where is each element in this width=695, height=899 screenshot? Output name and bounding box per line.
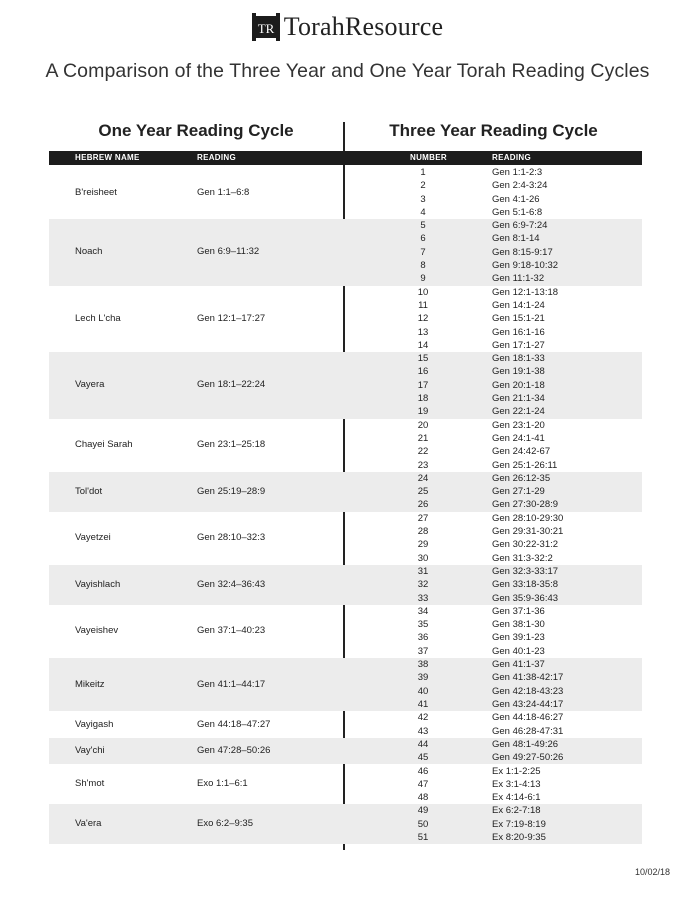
cycle-reading: Gen 15:1-21 bbox=[492, 313, 545, 325]
portion-group bbox=[49, 286, 642, 353]
cycle-row bbox=[49, 619, 642, 632]
portion-reading: Gen 18:1–22:24 bbox=[197, 379, 266, 391]
portion-name: Noach bbox=[75, 246, 103, 258]
cycle-number: 34 bbox=[417, 605, 429, 617]
cycle-reading: Gen 9:18-10:32 bbox=[492, 260, 559, 272]
cycle-row bbox=[49, 566, 642, 579]
cycle-number: 31 bbox=[417, 566, 429, 577]
cycle-number: 30 bbox=[417, 552, 429, 564]
cycle-reading: Gen 31:3-32:2 bbox=[492, 552, 553, 564]
portion-reading: Gen 23:1–25:18 bbox=[197, 439, 266, 451]
cycle-reading: Ex 8:20-9:35 bbox=[492, 831, 546, 843]
cycle-reading: Ex 1:1-2:25 bbox=[492, 765, 541, 777]
cycle-number: 21 bbox=[417, 432, 429, 444]
cycle-reading: Gen 8:15-9:17 bbox=[492, 246, 553, 258]
portion-reading: Gen 28:10–32:3 bbox=[197, 532, 266, 544]
cycle-row bbox=[49, 646, 642, 659]
cycle-number: 40 bbox=[417, 685, 429, 697]
cycle-number: 51 bbox=[417, 831, 429, 843]
cycle-row bbox=[49, 220, 642, 233]
cycle-row bbox=[49, 553, 642, 566]
cycle-reading: Gen 41:38-42:17 bbox=[492, 672, 564, 684]
cycle-number: 20 bbox=[417, 419, 429, 431]
cycle-reading: Gen 16:1-16 bbox=[492, 326, 545, 338]
cycle-row bbox=[49, 353, 642, 366]
cycle-reading: Gen 27:30-28:9 bbox=[492, 499, 559, 511]
portion-reading: Gen 25:19–28:9 bbox=[197, 485, 266, 497]
cycle-number: 6 bbox=[420, 233, 426, 245]
cycle-number: 23 bbox=[417, 459, 429, 471]
cycle-row bbox=[49, 712, 642, 725]
cycle-reading: Gen 30:22-31:2 bbox=[492, 539, 559, 551]
portion-reading: Gen 1:1–6:8 bbox=[197, 186, 250, 198]
cycle-number: 50 bbox=[417, 818, 429, 830]
portion-group bbox=[49, 711, 642, 738]
cycle-row bbox=[49, 247, 642, 260]
portion-name: Vay'chi bbox=[75, 745, 105, 757]
cycle-number: 19 bbox=[417, 406, 429, 418]
cycle-number: 44 bbox=[417, 738, 429, 750]
cycle-row bbox=[49, 739, 642, 752]
one-year-heading: One Year Reading Cycle bbox=[98, 121, 294, 140]
cycle-number: 14 bbox=[417, 339, 429, 351]
cycle-row bbox=[49, 207, 642, 220]
cycle-reading: Gen 24:42-67 bbox=[492, 446, 551, 458]
portion-name: Sh'mot bbox=[75, 778, 105, 790]
portion-name: Tol'dot bbox=[75, 485, 103, 497]
portion-group bbox=[49, 738, 642, 765]
portion-reading: Gen 41:1–44:17 bbox=[197, 678, 266, 690]
cycle-row bbox=[49, 313, 642, 326]
cycle-number: 15 bbox=[417, 353, 429, 365]
cycle-row bbox=[49, 340, 642, 353]
cycle-row bbox=[49, 726, 642, 739]
portion-group bbox=[49, 419, 642, 472]
cycle-number: 38 bbox=[417, 659, 429, 671]
portion-reading: Gen 32:4–36:43 bbox=[197, 578, 266, 590]
document-date: 10/02/18 bbox=[634, 867, 670, 877]
table-header bbox=[49, 151, 642, 165]
cycle-row bbox=[49, 287, 642, 300]
cycle-number: 41 bbox=[417, 698, 429, 710]
col-number: NUMBER bbox=[410, 153, 447, 162]
cycle-row bbox=[49, 659, 642, 672]
cycle-reading: Gen 1:1-2:3 bbox=[492, 167, 543, 178]
cycle-row bbox=[49, 832, 642, 845]
cycle-row bbox=[49, 366, 642, 379]
brand-name: TorahResource bbox=[283, 12, 444, 41]
cycle-number: 43 bbox=[417, 725, 429, 737]
cycle-number: 10 bbox=[417, 286, 429, 298]
cycle-number: 49 bbox=[417, 805, 429, 817]
portion-reading: Exo 1:1–6:1 bbox=[197, 778, 248, 790]
cycle-reading: Gen 12:1-13:18 bbox=[492, 286, 559, 298]
portion-name: Vayigash bbox=[75, 718, 114, 730]
portion-name: Vayishlach bbox=[75, 578, 121, 590]
portion-name: B'reisheet bbox=[75, 186, 117, 198]
cycle-number: 12 bbox=[417, 313, 429, 325]
cycle-row bbox=[49, 699, 642, 712]
cycle-row bbox=[49, 792, 642, 805]
cycle-number: 48 bbox=[417, 792, 429, 804]
portion-name: Lech L'cha bbox=[75, 312, 121, 324]
cycle-row bbox=[49, 752, 642, 765]
cycle-row bbox=[49, 233, 642, 246]
brand-logo bbox=[0, 12, 695, 42]
col-one-year-reading: READING bbox=[197, 153, 236, 162]
cycle-number: 29 bbox=[417, 539, 429, 551]
cycle-number: 36 bbox=[417, 632, 429, 644]
cycle-row bbox=[49, 539, 642, 552]
cycle-reading: Gen 44:18-46:27 bbox=[492, 712, 564, 724]
cycle-reading: Gen 2:4-3:24 bbox=[492, 180, 548, 192]
portion-group bbox=[49, 765, 642, 805]
cycle-row bbox=[49, 260, 642, 273]
cycle-reading: Gen 46:28-47:31 bbox=[492, 725, 564, 737]
cycle-number: 1 bbox=[420, 167, 426, 178]
portion-group bbox=[49, 166, 642, 219]
portion-reading: Gen 37:1–40:23 bbox=[197, 625, 266, 637]
cycle-row bbox=[49, 273, 642, 286]
cycle-row bbox=[49, 460, 642, 473]
cycle-row bbox=[49, 632, 642, 645]
cycle-row bbox=[49, 606, 642, 619]
portion-group bbox=[49, 804, 642, 844]
col-three-year-reading: READING bbox=[492, 153, 531, 162]
cycle-row bbox=[49, 593, 642, 606]
page-title: A Comparison of the Three Year and One Year Torah Reading Cycles bbox=[45, 60, 650, 82]
cycle-reading: Gen 29:31-30:21 bbox=[492, 526, 564, 538]
portion-reading: Gen 6:9–11:32 bbox=[197, 246, 260, 258]
cycle-number: 24 bbox=[417, 472, 429, 484]
portion-reading: Gen 12:1–17:27 bbox=[197, 312, 266, 324]
cycle-number: 16 bbox=[417, 366, 429, 378]
cycle-reading: Gen 22:1-24 bbox=[492, 406, 545, 418]
cycle-reading: Gen 17:1-27 bbox=[492, 339, 545, 351]
cycle-reading: Ex 7:19-8:19 bbox=[492, 818, 546, 830]
cycle-number: 11 bbox=[418, 299, 428, 311]
portion-name: Vayeishev bbox=[75, 625, 119, 637]
portion-name: Chayei Sarah bbox=[75, 439, 133, 451]
cycle-reading: Gen 28:10-29:30 bbox=[492, 512, 564, 524]
cycle-row bbox=[49, 194, 642, 207]
cycle-number: 42 bbox=[417, 712, 429, 724]
cycle-reading: Gen 20:1-18 bbox=[492, 379, 545, 391]
cycle-number: 13 bbox=[417, 326, 429, 338]
cycle-number: 22 bbox=[417, 446, 429, 458]
cycle-number: 26 bbox=[417, 499, 429, 511]
cycle-reading: Gen 27:1-29 bbox=[492, 486, 545, 498]
cycle-row bbox=[49, 513, 642, 526]
cycle-row bbox=[49, 473, 642, 486]
cycle-number: 8 bbox=[420, 260, 426, 272]
portion-name: Vayera bbox=[75, 379, 105, 391]
cycle-row bbox=[49, 393, 642, 406]
cycle-row bbox=[49, 686, 642, 699]
portion-group bbox=[49, 658, 642, 711]
portion-name: Va'era bbox=[75, 818, 102, 830]
cycle-reading: Ex 3:1-4:13 bbox=[492, 778, 541, 790]
cycle-row bbox=[49, 327, 642, 340]
cycle-number: 17 bbox=[417, 379, 429, 391]
cycle-reading: Gen 14:1-24 bbox=[492, 299, 545, 311]
cycle-number: 46 bbox=[417, 765, 429, 777]
cycle-reading: Gen 18:1-33 bbox=[492, 353, 545, 365]
cycle-reading: Gen 41:1-37 bbox=[492, 659, 545, 671]
cycle-reading: Gen 26:12-35 bbox=[492, 472, 551, 484]
cycle-reading: Gen 8:1-14 bbox=[492, 233, 540, 245]
portion-group bbox=[49, 472, 642, 512]
cycle-number: 9 bbox=[420, 273, 426, 285]
cycle-reading: Gen 38:1-30 bbox=[492, 619, 545, 631]
cycle-number: 32 bbox=[417, 579, 429, 591]
cycle-number: 47 bbox=[417, 778, 429, 790]
cycle-number: 45 bbox=[417, 752, 429, 764]
cycle-reading: Gen 48:1-49:26 bbox=[492, 738, 559, 750]
cycle-row bbox=[49, 406, 642, 419]
cycle-number: 5 bbox=[420, 220, 426, 232]
three-year-heading: Three Year Reading Cycle bbox=[389, 121, 598, 140]
cycle-row bbox=[49, 446, 642, 459]
portion-group bbox=[49, 512, 642, 565]
cycle-reading: Gen 11:1-32 bbox=[492, 273, 545, 285]
cycle-reading: Gen 43:24-44:17 bbox=[492, 698, 564, 710]
cycle-reading: Gen 23:1-20 bbox=[492, 419, 545, 431]
cycle-reading: Ex 4:14-6:1 bbox=[492, 792, 541, 804]
portion-group bbox=[49, 352, 642, 419]
cycle-reading: Gen 33:18-35:8 bbox=[492, 579, 559, 591]
portion-group bbox=[49, 605, 642, 658]
cycle-number: 2 bbox=[420, 180, 426, 192]
cycle-row bbox=[49, 805, 642, 818]
cycle-number: 4 bbox=[420, 206, 426, 218]
col-hebrew-name: HEBREW NAME bbox=[75, 153, 140, 162]
portion-reading: Exo 6:2–9:35 bbox=[197, 818, 253, 830]
cycle-reading: Ex 6:2-7:18 bbox=[492, 805, 541, 817]
cycle-number: 27 bbox=[417, 512, 429, 524]
cycle-reading: Gen 6:9-7:24 bbox=[492, 220, 548, 232]
cycle-row bbox=[49, 433, 642, 446]
cycle-reading: Gen 37:1-36 bbox=[492, 605, 545, 617]
cycle-row bbox=[49, 819, 642, 832]
cycle-reading: Gen 25:1-26:11 bbox=[492, 459, 558, 471]
cycle-reading: Gen 5:1-6:8 bbox=[492, 206, 543, 218]
cycle-reading: Gen 24:1-41 bbox=[492, 432, 545, 444]
cycle-row bbox=[49, 486, 642, 499]
cycle-reading: Gen 42:18-43:23 bbox=[492, 685, 564, 697]
portion-group bbox=[49, 219, 642, 286]
cycle-row bbox=[49, 766, 642, 779]
portion-reading: Gen 44:18–47:27 bbox=[197, 718, 271, 730]
cycle-reading: Gen 39:1-23 bbox=[492, 632, 545, 644]
cycle-row bbox=[49, 499, 642, 512]
cycle-number: 3 bbox=[420, 193, 426, 205]
cycle-reading: Gen 49:27-50:26 bbox=[492, 752, 564, 764]
cycle-row bbox=[49, 526, 642, 539]
cycle-row bbox=[49, 380, 642, 393]
cycle-number: 35 bbox=[417, 619, 429, 631]
cycle-reading: Gen 21:1-34 bbox=[492, 393, 545, 405]
logo-letters: TR bbox=[257, 21, 274, 36]
cycle-row bbox=[49, 779, 642, 792]
portion-reading: Gen 47:28–50:26 bbox=[197, 745, 271, 757]
cycle-reading: Gen 19:1-38 bbox=[492, 366, 545, 378]
cycle-number: 37 bbox=[417, 645, 429, 657]
cycle-number: 33 bbox=[417, 592, 429, 604]
cycle-row bbox=[49, 420, 642, 433]
cycle-number: 28 bbox=[417, 526, 429, 538]
cycle-reading: Gen 32:3-33:17 bbox=[492, 566, 559, 577]
cycle-reading: Gen 35:9-36:43 bbox=[492, 592, 559, 604]
cycle-row bbox=[49, 180, 642, 193]
cycle-number: 39 bbox=[417, 672, 429, 684]
cycle-number: 25 bbox=[417, 486, 429, 498]
cycle-row bbox=[49, 167, 642, 180]
portion-name: Mikeitz bbox=[75, 678, 105, 690]
cycle-number: 18 bbox=[417, 393, 429, 405]
cycle-row bbox=[49, 579, 642, 592]
cycle-reading: Gen 40:1-23 bbox=[492, 645, 545, 657]
cycle-reading: Gen 4:1-26 bbox=[492, 193, 540, 205]
cycle-row bbox=[49, 300, 642, 313]
torah-scroll-icon bbox=[252, 12, 280, 42]
cycle-row bbox=[49, 672, 642, 685]
portion-name: Vayetzei bbox=[75, 532, 111, 544]
cycle-number: 7 bbox=[420, 246, 426, 258]
portion-group bbox=[49, 565, 642, 605]
